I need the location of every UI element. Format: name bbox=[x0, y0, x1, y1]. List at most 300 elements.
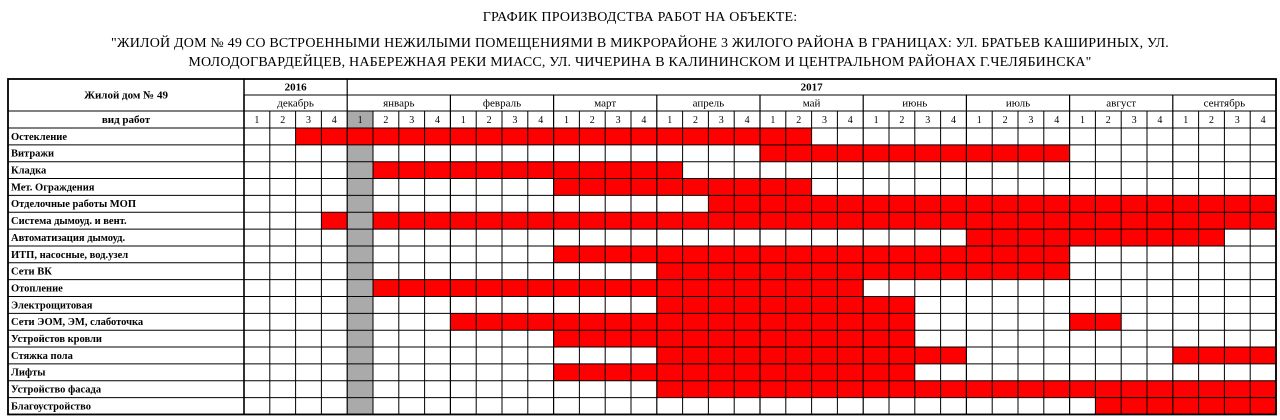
work-cell-filled bbox=[605, 364, 631, 381]
work-cell-filled bbox=[631, 128, 657, 145]
work-cell-filled bbox=[605, 280, 631, 297]
work-cell-filled bbox=[1224, 195, 1250, 212]
work-cell-filled bbox=[683, 246, 709, 263]
work-cell-filled bbox=[373, 162, 399, 179]
work-cell-filled bbox=[321, 128, 347, 145]
work-cell-filled bbox=[708, 246, 734, 263]
work-cell-filled bbox=[941, 195, 967, 212]
work-cell-filled bbox=[605, 128, 631, 145]
work-cell-filled bbox=[1173, 212, 1199, 229]
work-cell-filled bbox=[1095, 381, 1121, 398]
work-cell-filled bbox=[683, 364, 709, 381]
work-cell-filled bbox=[1224, 381, 1250, 398]
work-cell-filled bbox=[966, 263, 992, 280]
work-cell-filled bbox=[863, 246, 889, 263]
work-cell-filled bbox=[1044, 195, 1070, 212]
work-cell-filled bbox=[1044, 246, 1070, 263]
week-label: 4 bbox=[847, 114, 853, 126]
work-cell-filled bbox=[786, 145, 812, 162]
work-cell-filled bbox=[734, 364, 760, 381]
work-cell-filled bbox=[837, 263, 863, 280]
work-cell-filled bbox=[631, 330, 657, 347]
month-label: февраль bbox=[482, 97, 522, 110]
week-label: 4 bbox=[1157, 114, 1163, 126]
work-cell-filled bbox=[760, 297, 786, 314]
work-cell-filled bbox=[683, 263, 709, 280]
work-cell-filled bbox=[450, 212, 476, 229]
work-cell-filled bbox=[760, 263, 786, 280]
work-cell-filled bbox=[734, 212, 760, 229]
work-cell-filled bbox=[812, 381, 838, 398]
work-cell-filled bbox=[554, 313, 580, 330]
work-cell-filled bbox=[915, 263, 941, 280]
work-cell-filled bbox=[837, 297, 863, 314]
work-cell-filled bbox=[915, 212, 941, 229]
work-row-label: Витражи bbox=[11, 148, 55, 160]
work-cell-filled bbox=[554, 280, 580, 297]
work-cell-filled bbox=[528, 162, 554, 179]
work-cell-filled bbox=[966, 381, 992, 398]
work-row-label: Сети ЭОМ, ЭМ, слаботочка bbox=[11, 317, 144, 329]
work-cell-filled bbox=[760, 195, 786, 212]
week-label: 2 bbox=[693, 114, 698, 126]
work-cell-filled bbox=[1224, 212, 1250, 229]
work-cell-filled bbox=[579, 280, 605, 297]
work-cell-filled bbox=[579, 128, 605, 145]
work-cell-filled bbox=[1018, 145, 1044, 162]
work-cell-filled bbox=[657, 330, 683, 347]
work-cell-filled bbox=[657, 162, 683, 179]
work-cell-filled bbox=[657, 263, 683, 280]
work-cell-filled bbox=[760, 280, 786, 297]
work-cell-filled bbox=[941, 212, 967, 229]
work-cell-filled bbox=[1044, 381, 1070, 398]
work-cell-filled bbox=[812, 297, 838, 314]
year-label: 2016 bbox=[284, 81, 307, 94]
work-cell-filled bbox=[992, 381, 1018, 398]
work-cell-filled bbox=[889, 263, 915, 280]
work-cell-filled bbox=[528, 313, 554, 330]
work-cell-filled bbox=[992, 263, 1018, 280]
work-cell-filled bbox=[708, 381, 734, 398]
work-cell-filled bbox=[683, 297, 709, 314]
work-cell-filled bbox=[889, 297, 915, 314]
work-cell-filled bbox=[373, 128, 399, 145]
week-label: 4 bbox=[1054, 114, 1060, 126]
work-cell-filled bbox=[502, 313, 528, 330]
work-cell-filled bbox=[554, 212, 580, 229]
work-cell-filled bbox=[837, 313, 863, 330]
work-cell-filled bbox=[476, 212, 502, 229]
work-cell-filled bbox=[605, 330, 631, 347]
work-cell-filled bbox=[786, 195, 812, 212]
work-cell-filled bbox=[1199, 398, 1225, 415]
work-row-label: Автоматизация дымоуд. bbox=[11, 232, 126, 244]
work-cell-filled bbox=[528, 280, 554, 297]
work-cell-filled bbox=[683, 313, 709, 330]
work-cell-filled bbox=[1095, 212, 1121, 229]
work-cell-filled bbox=[605, 246, 631, 263]
work-cell-filled bbox=[554, 364, 580, 381]
week-label: 4 bbox=[744, 114, 750, 126]
work-cell-filled bbox=[683, 280, 709, 297]
work-cell-filled bbox=[502, 280, 528, 297]
work-cell-filled bbox=[373, 280, 399, 297]
week-label: 4 bbox=[435, 114, 440, 126]
work-row-label: Мет. Ограждения bbox=[11, 182, 95, 194]
work-row-label: Отделочные работы МОП bbox=[11, 199, 137, 211]
work-cell-filled bbox=[786, 330, 812, 347]
work-cell-filled bbox=[863, 364, 889, 381]
month-label: декабрь bbox=[277, 97, 314, 110]
work-cell-filled bbox=[657, 347, 683, 364]
work-cell-filled bbox=[631, 212, 657, 229]
work-cell-filled bbox=[631, 364, 657, 381]
work-row-label: Благоустройство bbox=[11, 401, 91, 413]
work-cell-filled bbox=[734, 128, 760, 145]
work-cell-filled bbox=[476, 128, 502, 145]
work-cell-filled bbox=[992, 246, 1018, 263]
week-label: 4 bbox=[538, 114, 544, 126]
week-label: 3 bbox=[718, 114, 724, 126]
week-label: 1 bbox=[667, 114, 673, 126]
work-cell-filled bbox=[373, 212, 399, 229]
work-cell-filled bbox=[1121, 381, 1147, 398]
work-cell-filled bbox=[734, 347, 760, 364]
work-cell-filled bbox=[579, 246, 605, 263]
work-cell-filled bbox=[399, 280, 425, 297]
work-cell-filled bbox=[889, 212, 915, 229]
work-cell-filled bbox=[708, 313, 734, 330]
work-cell-filled bbox=[450, 313, 476, 330]
work-cell-filled bbox=[450, 280, 476, 297]
work-row-label: Сети ВК bbox=[11, 266, 52, 278]
work-cell-filled bbox=[760, 347, 786, 364]
year-label: 2017 bbox=[800, 81, 823, 94]
work-cell-filled bbox=[1173, 347, 1199, 364]
work-cell-filled bbox=[760, 246, 786, 263]
work-cell-filled bbox=[941, 381, 967, 398]
work-cell-filled bbox=[425, 212, 451, 229]
work-cell-filled bbox=[966, 229, 992, 246]
week-label: 2 bbox=[1002, 114, 1008, 126]
work-cell-filled bbox=[734, 330, 760, 347]
month-label: июнь bbox=[902, 97, 928, 110]
work-cell-filled bbox=[683, 179, 709, 196]
work-cell-filled bbox=[966, 212, 992, 229]
work-cell-filled bbox=[708, 195, 734, 212]
week-label: 2 bbox=[589, 114, 595, 126]
work-cell-filled bbox=[579, 179, 605, 196]
work-cell-filled bbox=[889, 381, 915, 398]
work-cell-filled bbox=[476, 313, 502, 330]
work-cell-filled bbox=[786, 128, 812, 145]
subtitle-line-2: МОЛОДОГВАРДЕЙЦЕВ, НАБЕРЕЖНАЯ РЕКИ МИАСС, УЛ. ЧИЧЕРИНА В КАЛИНИНСКОМ И ЦЕНТРАЛЬНОМ РАЙОНАХ Г.ЧЕЛЯБИНСКА" bbox=[188, 55, 1092, 70]
work-cell-filled bbox=[1018, 212, 1044, 229]
week-label: 2 bbox=[1209, 114, 1214, 126]
work-cell-filled bbox=[786, 263, 812, 280]
work-cell-filled bbox=[554, 162, 580, 179]
month-label: август bbox=[1106, 97, 1137, 110]
work-cell-filled bbox=[889, 347, 915, 364]
work-cell-filled bbox=[786, 313, 812, 330]
week-label: 3 bbox=[1234, 114, 1240, 126]
work-cell-filled bbox=[734, 263, 760, 280]
work-cell-filled bbox=[941, 246, 967, 263]
month-label: сентябрь bbox=[1203, 97, 1246, 110]
work-cell-filled bbox=[476, 280, 502, 297]
work-cell-filled bbox=[863, 330, 889, 347]
work-cell-filled bbox=[1199, 195, 1225, 212]
week-label: 2 bbox=[280, 114, 286, 126]
work-cell-filled bbox=[889, 313, 915, 330]
work-cell-filled bbox=[1121, 229, 1147, 246]
week-label: 1 bbox=[1080, 114, 1085, 126]
week-label: 4 bbox=[641, 114, 647, 126]
work-cell-filled bbox=[1224, 398, 1250, 415]
work-cell-filled bbox=[605, 179, 631, 196]
work-cell-filled bbox=[1070, 195, 1096, 212]
work-cell-filled bbox=[786, 246, 812, 263]
work-cell-filled bbox=[528, 128, 554, 145]
week-label: 4 bbox=[951, 114, 956, 126]
work-cell-filled bbox=[657, 179, 683, 196]
week-label: 1 bbox=[976, 114, 982, 126]
work-cell-filled bbox=[399, 212, 425, 229]
work-cell-filled bbox=[528, 212, 554, 229]
subtitle-line-1: "ЖИЛОЙ ДОМ № 49 СО ВСТРОЕННЫМИ НЕЖИЛЫМИ ПОМЕЩЕНИЯМИ В МИКРОРАЙОНЕ 3 ЖИЛОГО РАЙОНА В ГРАНИЦАХ: УЛ. БРАТЬЕВ КАШИРИНЫХ, УЛ. bbox=[111, 36, 1169, 51]
work-cell-filled bbox=[579, 162, 605, 179]
work-cell-filled bbox=[708, 179, 734, 196]
work-cell-filled bbox=[812, 212, 838, 229]
work-cell-filled bbox=[812, 364, 838, 381]
work-cell-filled bbox=[786, 364, 812, 381]
work-cell-filled bbox=[760, 212, 786, 229]
work-cell-filled bbox=[1250, 212, 1276, 229]
work-cell-filled bbox=[657, 128, 683, 145]
work-cell-filled bbox=[760, 145, 786, 162]
week-label: 2 bbox=[383, 114, 389, 126]
week-label: 2 bbox=[1105, 114, 1111, 126]
object-label: Жилой дом № 49 bbox=[84, 89, 168, 102]
work-cell-filled bbox=[786, 381, 812, 398]
week-label: 4 bbox=[1260, 114, 1266, 126]
work-cell-filled bbox=[631, 162, 657, 179]
work-cell-filled bbox=[579, 364, 605, 381]
work-cell-filled bbox=[425, 128, 451, 145]
work-cell-filled bbox=[734, 297, 760, 314]
work-cell-filled bbox=[579, 212, 605, 229]
work-row-label: Система дымоуд. и вент. bbox=[11, 216, 127, 228]
work-cell-filled bbox=[1018, 381, 1044, 398]
work-cell-filled bbox=[450, 162, 476, 179]
work-row-label: Лифты bbox=[11, 367, 46, 379]
work-cell-filled bbox=[760, 330, 786, 347]
work-cell-filled bbox=[889, 330, 915, 347]
work-cell-filled bbox=[502, 162, 528, 179]
work-cell-filled bbox=[812, 347, 838, 364]
work-cell-filled bbox=[760, 364, 786, 381]
work-cell-filled bbox=[812, 246, 838, 263]
work-cell-filled bbox=[837, 145, 863, 162]
work-cell-filled bbox=[502, 212, 528, 229]
work-cell-filled bbox=[1250, 381, 1276, 398]
work-cell-filled bbox=[760, 313, 786, 330]
work-cell-filled bbox=[863, 195, 889, 212]
work-cell-filled bbox=[734, 280, 760, 297]
work-cell-filled bbox=[863, 381, 889, 398]
work-cell-filled bbox=[502, 128, 528, 145]
work-cell-filled bbox=[966, 246, 992, 263]
work-cell-filled bbox=[1250, 347, 1276, 364]
work-cell-filled bbox=[1070, 212, 1096, 229]
work-cell-filled bbox=[812, 313, 838, 330]
work-cell-filled bbox=[966, 195, 992, 212]
work-cell-filled bbox=[1199, 381, 1225, 398]
work-cell-filled bbox=[631, 179, 657, 196]
works-label: вид работ bbox=[101, 114, 151, 127]
work-cell-filled bbox=[683, 330, 709, 347]
work-cell-filled bbox=[657, 381, 683, 398]
work-cell-filled bbox=[296, 128, 322, 145]
work-cell-filled bbox=[863, 347, 889, 364]
work-cell-filled bbox=[657, 280, 683, 297]
work-cell-filled bbox=[941, 347, 967, 364]
work-cell-filled bbox=[734, 195, 760, 212]
week-label: 1 bbox=[1183, 114, 1189, 126]
work-cell-filled bbox=[1199, 212, 1225, 229]
week-label: 3 bbox=[512, 114, 518, 126]
work-cell-filled bbox=[683, 381, 709, 398]
work-cell-filled bbox=[1173, 229, 1199, 246]
work-cell-filled bbox=[554, 330, 580, 347]
work-cell-filled bbox=[1070, 313, 1096, 330]
work-cell-filled bbox=[1147, 381, 1173, 398]
work-cell-filled bbox=[863, 263, 889, 280]
work-cell-filled bbox=[786, 347, 812, 364]
work-row-label: Отопление bbox=[11, 283, 63, 295]
work-cell-filled bbox=[579, 313, 605, 330]
work-cell-filled bbox=[657, 212, 683, 229]
work-cell-filled bbox=[863, 313, 889, 330]
work-cell-filled bbox=[915, 381, 941, 398]
work-cell-filled bbox=[1070, 229, 1096, 246]
work-cell-filled bbox=[863, 297, 889, 314]
work-cell-filled bbox=[708, 128, 734, 145]
work-cell-filled bbox=[837, 381, 863, 398]
work-cell-filled bbox=[734, 179, 760, 196]
week-label: 4 bbox=[331, 114, 337, 126]
work-cell-filled bbox=[683, 347, 709, 364]
work-cell-filled bbox=[1147, 212, 1173, 229]
work-cell-filled bbox=[760, 381, 786, 398]
work-cell-filled bbox=[915, 347, 941, 364]
work-cell-filled bbox=[1044, 145, 1070, 162]
week-label: 2 bbox=[796, 114, 802, 126]
month-label: май bbox=[802, 97, 821, 110]
work-cell-filled bbox=[1199, 229, 1225, 246]
work-cell-filled bbox=[1224, 347, 1250, 364]
work-cell-filled bbox=[837, 347, 863, 364]
work-cell-filled bbox=[1250, 195, 1276, 212]
work-cell-filled bbox=[1250, 398, 1276, 415]
work-cell-filled bbox=[1173, 381, 1199, 398]
month-label: апрель bbox=[692, 97, 725, 110]
work-cell-filled bbox=[889, 145, 915, 162]
work-cell-filled bbox=[812, 195, 838, 212]
work-cell-filled bbox=[708, 364, 734, 381]
work-cell-filled bbox=[1095, 195, 1121, 212]
work-cell-filled bbox=[554, 128, 580, 145]
work-row-label: Электрощитовая bbox=[11, 300, 93, 312]
work-cell-filled bbox=[1121, 212, 1147, 229]
work-cell-filled bbox=[1121, 398, 1147, 415]
work-cell-filled bbox=[1147, 229, 1173, 246]
work-cell-filled bbox=[734, 246, 760, 263]
week-label: 3 bbox=[409, 114, 415, 126]
week-label: 3 bbox=[925, 114, 931, 126]
work-cell-filled bbox=[708, 330, 734, 347]
week-label: 1 bbox=[770, 114, 776, 126]
week-label: 3 bbox=[1131, 114, 1137, 126]
work-cell-filled bbox=[786, 212, 812, 229]
work-cell-filled bbox=[554, 246, 580, 263]
work-row-label: Кладка bbox=[11, 165, 47, 177]
week-label: 1 bbox=[357, 114, 363, 126]
work-cell-filled bbox=[1018, 263, 1044, 280]
work-cell-filled bbox=[708, 212, 734, 229]
work-cell-filled bbox=[760, 128, 786, 145]
week-label: 2 bbox=[899, 114, 905, 126]
work-cell-filled bbox=[708, 297, 734, 314]
week-label: 3 bbox=[306, 114, 311, 126]
work-cell-filled bbox=[812, 145, 838, 162]
work-cell-filled bbox=[941, 145, 967, 162]
work-cell-filled bbox=[837, 246, 863, 263]
work-cell-filled bbox=[554, 179, 580, 196]
work-cell-filled bbox=[863, 212, 889, 229]
work-cell-filled bbox=[1173, 398, 1199, 415]
work-cell-filled bbox=[1147, 398, 1173, 415]
work-cell-filled bbox=[992, 195, 1018, 212]
work-cell-filled bbox=[657, 313, 683, 330]
work-cell-filled bbox=[863, 145, 889, 162]
work-cell-filled bbox=[915, 195, 941, 212]
work-cell-filled bbox=[1044, 263, 1070, 280]
work-cell-filled bbox=[450, 128, 476, 145]
work-cell-filled bbox=[812, 280, 838, 297]
work-cell-filled bbox=[605, 162, 631, 179]
work-cell-filled bbox=[837, 364, 863, 381]
week-label: 1 bbox=[564, 114, 569, 126]
week-label: 2 bbox=[486, 114, 492, 126]
work-cell-filled bbox=[425, 280, 451, 297]
week-label: 1 bbox=[460, 114, 466, 126]
work-cell-filled bbox=[605, 313, 631, 330]
work-cell-filled bbox=[786, 280, 812, 297]
work-cell-filled bbox=[812, 263, 838, 280]
work-cell-filled bbox=[399, 162, 425, 179]
work-cell-filled bbox=[1173, 195, 1199, 212]
work-cell-filled bbox=[1121, 195, 1147, 212]
work-cell-filled bbox=[657, 364, 683, 381]
work-cell-filled bbox=[992, 212, 1018, 229]
work-cell-filled bbox=[966, 145, 992, 162]
work-cell-filled bbox=[631, 280, 657, 297]
work-cell-filled bbox=[631, 313, 657, 330]
work-cell-filled bbox=[347, 128, 373, 145]
work-row-label: Устройство фасада bbox=[11, 384, 102, 396]
